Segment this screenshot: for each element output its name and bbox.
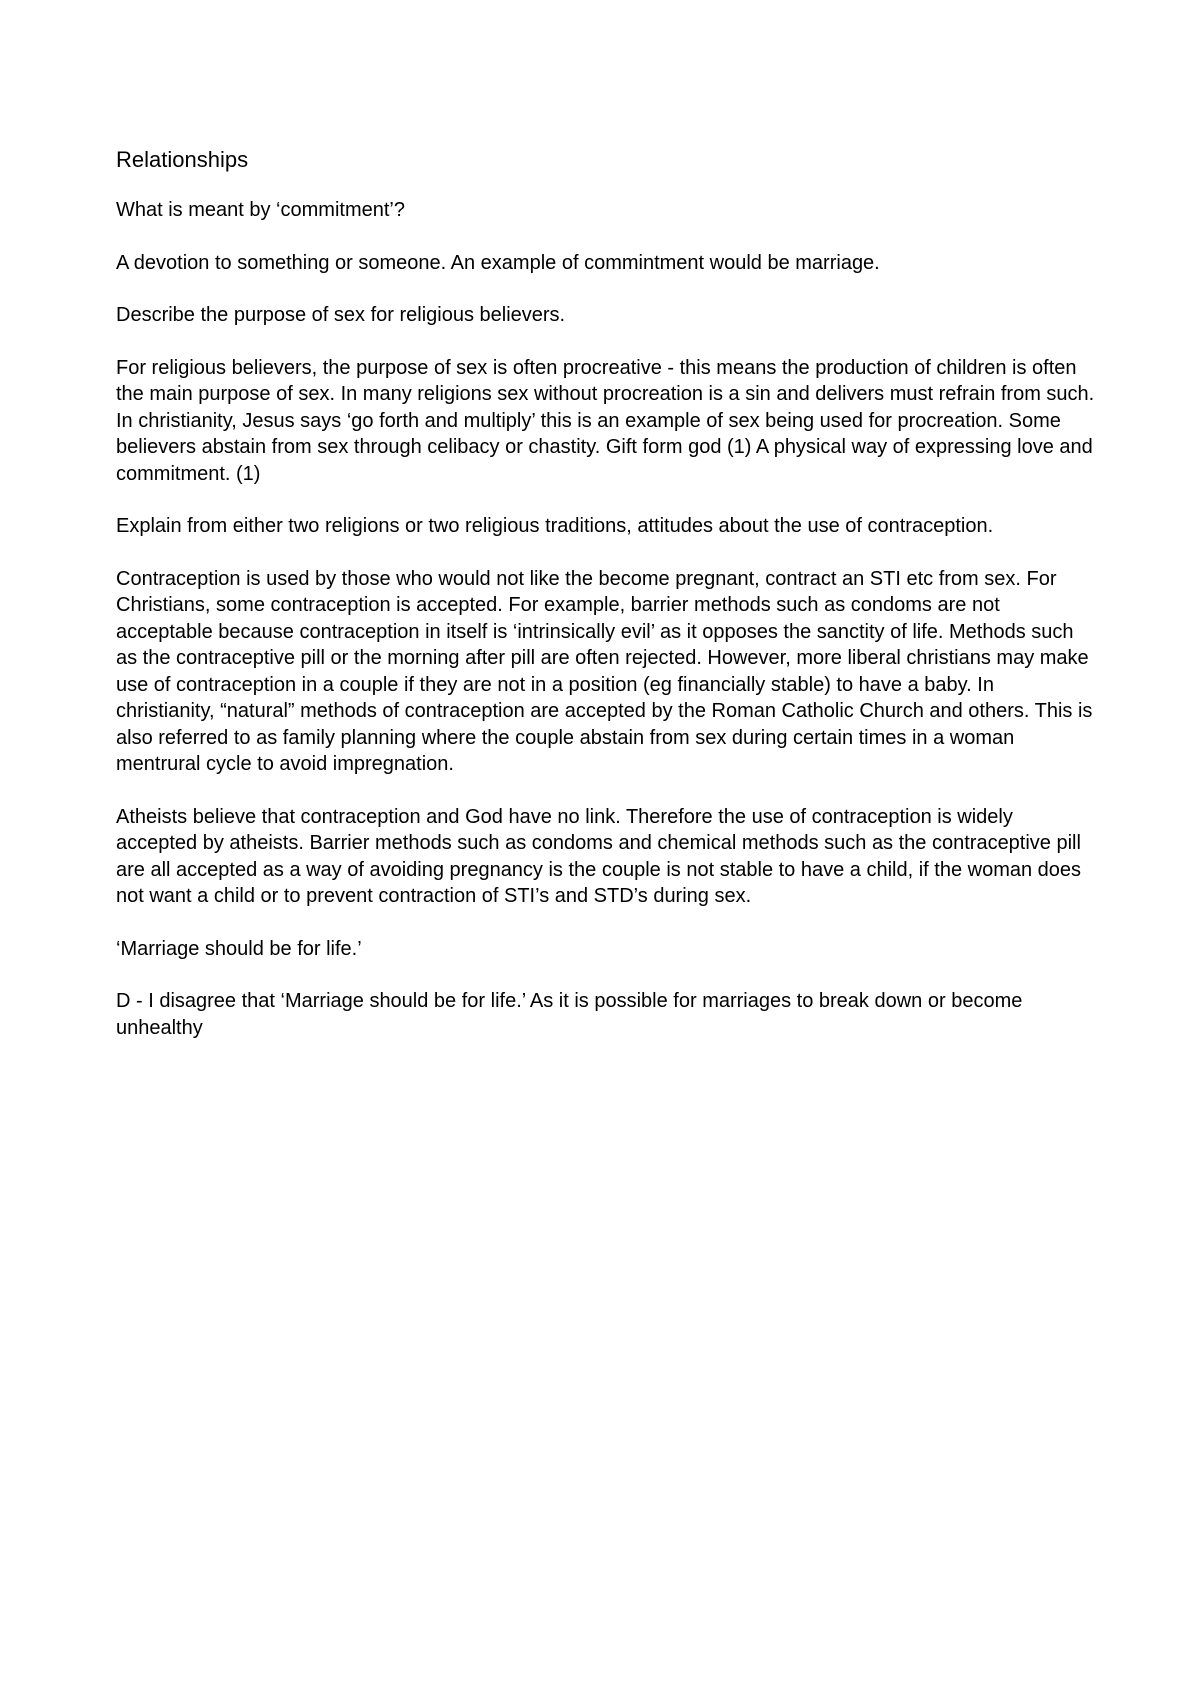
question-purpose-of-sex: Describe the purpose of sex for religious believers. <box>116 304 566 326</box>
answer-commitment: A devotion to something or someone. An example of commintment would be marriage. <box>116 251 880 274</box>
answer-marriage-for-life: D - I disagree that ‘Marriage should be for life.’ As it is possible for marriages to break down or become unhealthy <box>116 990 1023 1039</box>
question-commitment: What is meant by ‘commitment’? <box>116 199 405 221</box>
document-body <box>116 146 1096 1067</box>
document-title: Relationships <box>116 147 249 172</box>
answer-contraception-christianity: Contraception is used by those who would not like the become pregnant, contract an STI etc from sex. For Christians, some contraception is accepted. For example, barrier methods such as condoms are not acceptable because contraception in itself is ‘intrinsically evil’ as it opposes the sanctity of life. Methods such as the contraceptive pill or the morning after pill are often rejected. However, more liberal christians may make use of contraception in a couple if they are not in a position (eg financially stable) to have a baby. In christianity, “natural” methods of contraception are accepted by the Roman Catholic Church and others. This is also referred to as family planning where the couple abstain from sex during certain times in a woman mentrural cycle to avoid impregnation. <box>116 567 1093 775</box>
question-contraception: Explain from either two religions or two religious traditions, attitudes about the use of contraception. <box>116 515 994 537</box>
answer-purpose-of-sex: For religious believers, the purpose of sex is often procreative - this means the production of children is often the main purpose of sex. In many religions sex without procreation is a sin and delivers must refrain from such. In christianity, Jesus says ‘go forth and multiply’ this is an example of sex being used for procreation. Some believers abstain from sex through celibacy or chastity. Gift form god (1) A physical way of expressing love and commitment. (1) <box>116 356 1095 485</box>
statement-marriage-for-life: ‘Marriage should be for life.’ <box>116 937 362 960</box>
answer-contraception-atheism: Atheists believe that contraception and God have no link. Therefore the use of contraception is widely accepted by atheists. Barrier methods such as condoms and chemical methods such as the contraceptive pill are all accepted as a way of avoiding pregnancy is the couple is not stable to have a child, if the woman does not want a child or to prevent contraction of STI’s and STD’s during sex. <box>116 805 1082 907</box>
